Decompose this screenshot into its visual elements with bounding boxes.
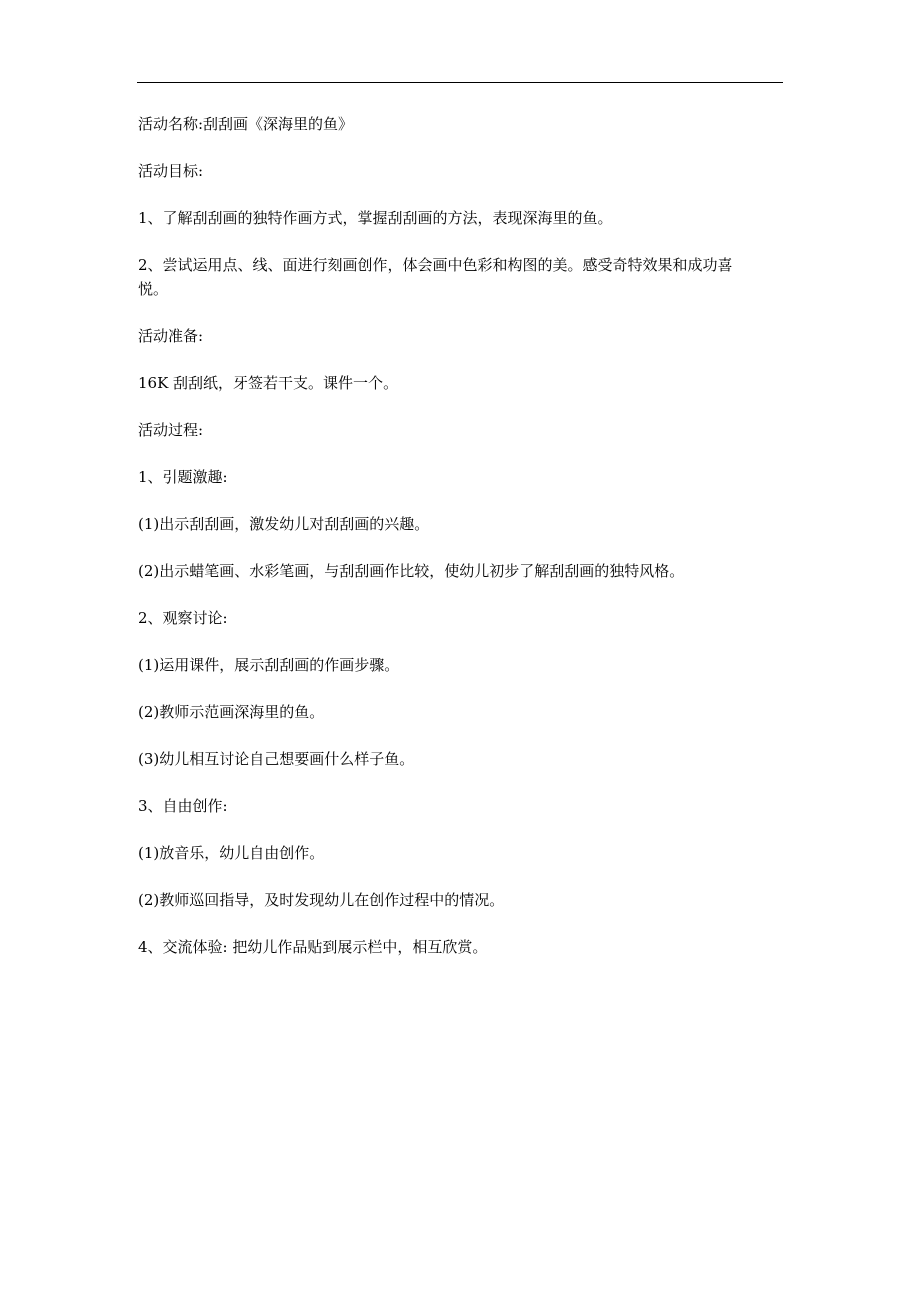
process-step-item: (1)放音乐，幼儿自由创作。 (138, 844, 325, 862)
process-step-item: (2)出示蜡笔画、水彩笔画，与刮刮画作比较，使幼儿初步了解刮刮画的独特风格。 (138, 562, 685, 580)
process-step-heading: 1、引题激趣: (138, 468, 228, 486)
goal-item: 2、尝试运用点、线、面进行刻画创作，体会画中色彩和构图的美。感受奇特效果和成功喜悦。 (138, 256, 733, 298)
goal-item: 1、了解刮刮画的独特作画方式，掌握刮刮画的方法，表现深海里的鱼。 (138, 209, 613, 227)
document-body (138, 112, 738, 982)
process-heading: 活动过程: (138, 421, 204, 439)
goals-heading: 活动目标: (138, 162, 204, 180)
process-step-item: (2)教师示范画深海里的鱼。 (138, 703, 325, 721)
process-step-heading: 2、观察讨论: (138, 609, 228, 627)
preparation-text: 16K 刮刮纸，牙签若干支。课件一个。 (138, 374, 399, 392)
header-rule (137, 82, 783, 83)
process-step-item: (1)运用课件，展示刮刮画的作画步骤。 (138, 656, 400, 674)
preparation-heading: 活动准备: (138, 327, 204, 345)
activity-name: 活动名称:刮刮画《深海里的鱼》 (138, 115, 354, 133)
process-step-heading: 4、交流体验: 把幼儿作品贴到展示栏中，相互欣赏。 (138, 938, 488, 956)
process-step-item: (1)出示刮刮画，激发幼儿对刮刮画的兴趣。 (138, 515, 430, 533)
process-step-item: (3)幼儿相互讨论自己想要画什么样子鱼。 (138, 750, 415, 768)
process-step-item: (2)教师巡回指导，及时发现幼儿在创作过程中的情况。 (138, 891, 505, 909)
process-step-heading: 3、自由创作: (138, 797, 228, 815)
